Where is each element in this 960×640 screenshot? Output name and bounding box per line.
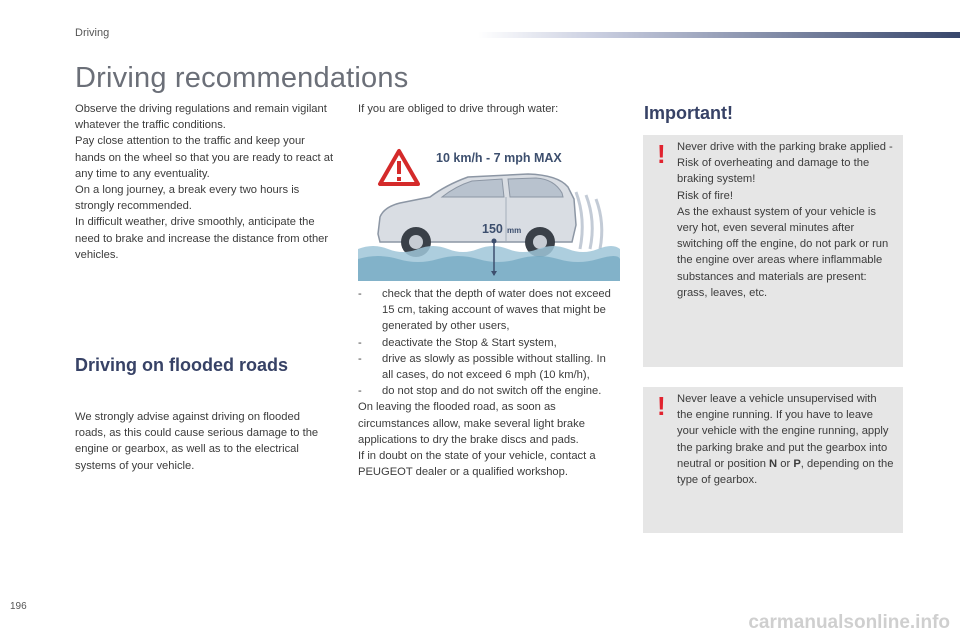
page-number: 196 xyxy=(10,601,27,612)
motion-lines xyxy=(576,192,602,249)
page-title: Driving recommendations xyxy=(75,62,409,94)
car-side-view xyxy=(378,174,576,257)
section-label: Driving xyxy=(75,27,110,39)
depth-unit: mm xyxy=(507,226,522,235)
warning-triangle-icon xyxy=(380,151,418,184)
water-intro xyxy=(358,101,620,117)
intro-paragraph: Observe the driving regulations and remain vigilant whatever the traffic conditions. xyxy=(75,103,327,132)
warning-paragraph: As the exhaust system of your vehicle is very hot, even several minutes after switching off the engine, do not park or run the engine over areas where inflammable substances and materials are present: grass, leaves, etc. xyxy=(677,205,889,299)
list-item: - deactivate the Stop & Start system, xyxy=(358,335,620,351)
flooded-paragraph: We strongly advise against driving on flooded roads, as this could cause serious damage to the engine or gearbox, as well as to the electrical systems of your vehicle. xyxy=(75,411,319,472)
gear-position-n: N xyxy=(769,457,778,470)
warning-paragraph: Never drive with the parking brake applied - Risk of overheating and damage to the braking system! xyxy=(677,141,893,186)
exclamation-icon: ! xyxy=(657,391,666,421)
list-item: - drive as slowly as possible without stalling. In all cases, do not exceed 6 mph (10 km/h), xyxy=(358,351,620,383)
instruction-list xyxy=(358,286,620,399)
exclamation-icon: ! xyxy=(657,139,666,169)
header-bar xyxy=(478,32,960,38)
list-item: - do not stop and do not switch off the engine. xyxy=(358,383,620,399)
after-flood-paragraph: On leaving the flooded road, as soon as circumstances allow, make several light brake applications to dry the brake discs and pads. xyxy=(358,401,585,446)
water-intro-text: If you are obliged to drive through water: xyxy=(358,103,559,115)
watermark: carmanualsonline.info xyxy=(748,612,950,633)
intro-text xyxy=(75,101,337,263)
intro-paragraph: Pay close attention to the traffic and keep your hands on the wheel so that you are ready to react at any time to any eventuality. xyxy=(75,135,334,180)
water-instructions xyxy=(358,286,620,480)
warning-text-start: Never leave a vehicle unsupervised with the engine running. If you have to leave your vehicle with the engine running, apply the parking brake and put the gearbox into neutral or position xyxy=(677,393,889,470)
flood-figure xyxy=(358,137,620,281)
intro-paragraph: On a long journey, a break every two hours is strongly recommended. xyxy=(75,184,300,213)
warning-paragraph xyxy=(677,391,895,488)
warning-text xyxy=(677,139,895,301)
warning-text-end: , depending on the type of gearbox. xyxy=(677,457,894,487)
depth-value: 150 xyxy=(482,222,503,236)
warning-text-or: or xyxy=(777,457,794,470)
important-heading: Important! xyxy=(644,103,733,123)
flood-illustration xyxy=(358,137,620,281)
flooded-roads-heading: Driving on flooded roads xyxy=(75,355,289,375)
intro-paragraph: In difficult weather, drive smoothly, anticipate the need to brake and increase the distance from other vehicles. xyxy=(75,216,329,261)
warning-box-parking-brake xyxy=(643,135,903,367)
list-item: - check that the depth of water does not exceed 15 cm, taking account of waves that might be generated by other users, xyxy=(358,286,620,335)
flooded-roads-text xyxy=(75,409,333,474)
dealer-paragraph: If in doubt on the state of your vehicle, contact a PEUGEOT dealer or a qualified workshop. xyxy=(358,450,596,479)
speed-limit-label: 10 km/h - 7 mph MAX xyxy=(436,151,562,165)
warning-text xyxy=(677,391,895,488)
warning-box-unsupervised xyxy=(643,387,903,533)
warning-paragraph: Risk of fire! xyxy=(677,189,733,202)
gear-position-p: P xyxy=(793,457,801,470)
